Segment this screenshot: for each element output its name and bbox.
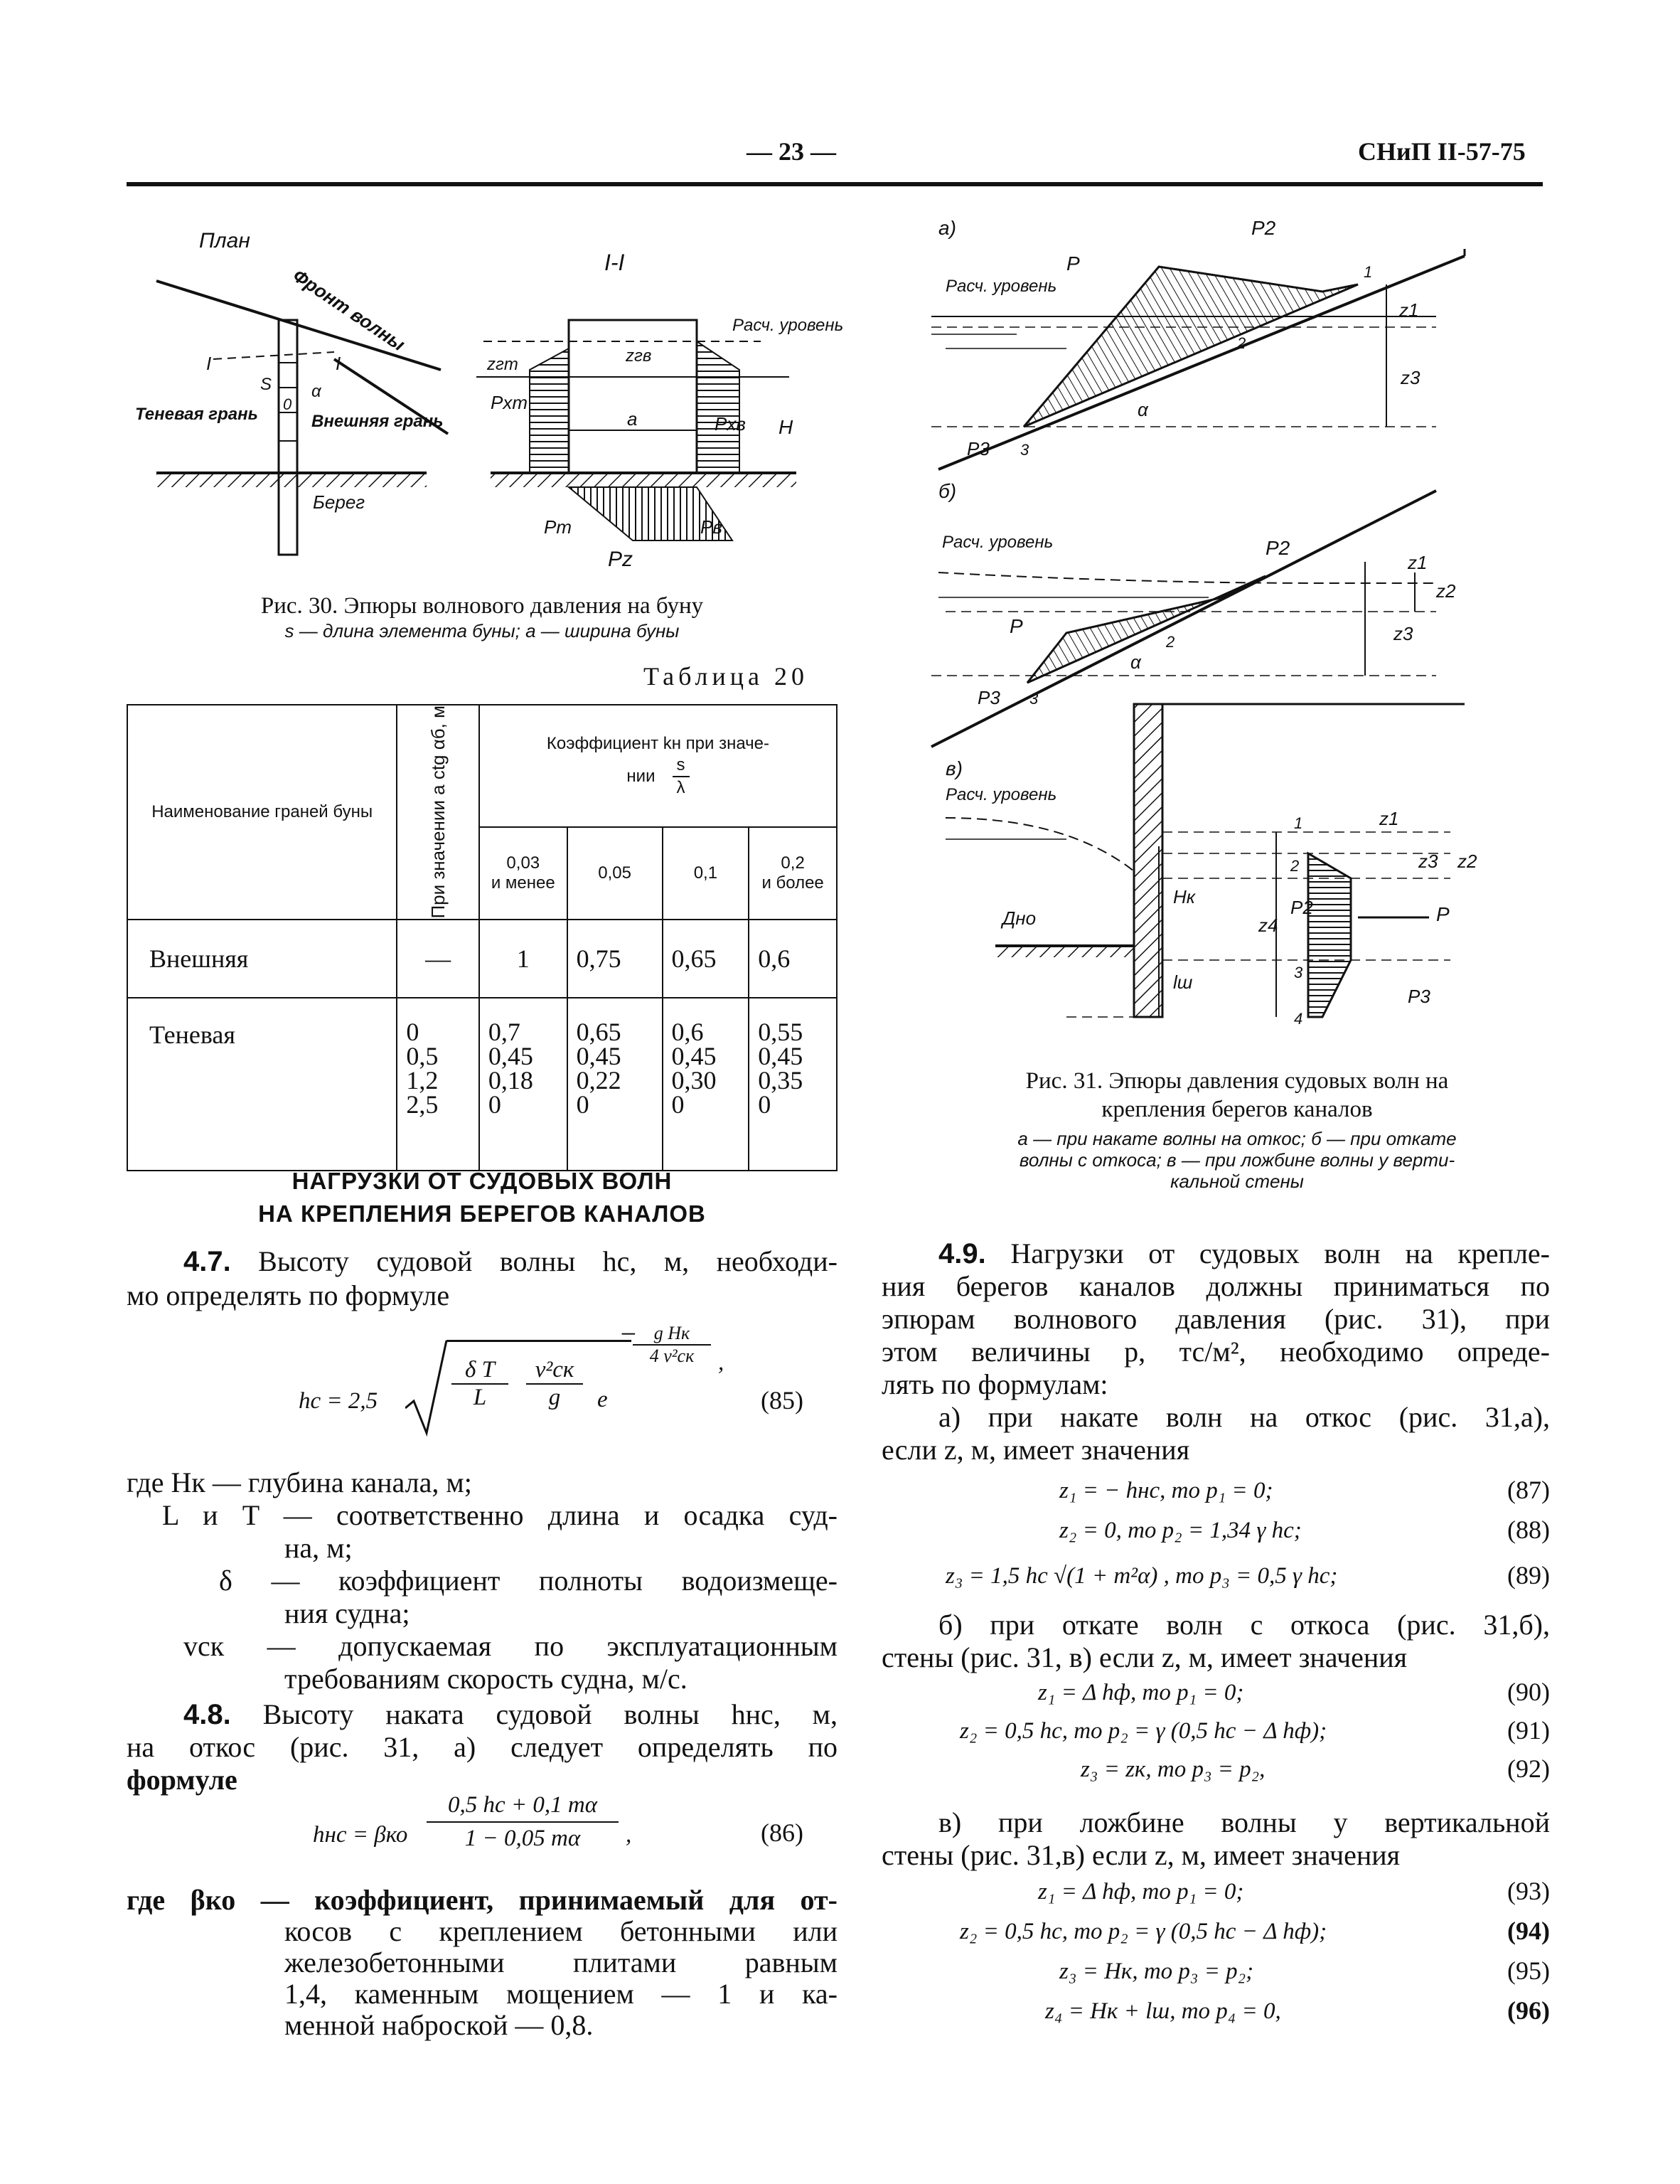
table-subcol-2: 0,05: [567, 827, 663, 920]
paragraph-4-8: 4.8. Высоту наката судовой волны hнс, м, на откос (рис. 31, a) следует определять по формуле: [127, 1698, 838, 1796]
fig30-a-label: a: [627, 408, 638, 430]
section-heading: НАГРУЗКИ ОТ СУДОВЫХ ВОЛН НА КРЕПЛЕНИЯ БЕРЕГОВ КАНАЛОВ: [258, 1168, 706, 1227]
fig31-v-z4: z4: [1258, 915, 1278, 936]
fig31-v-label: в): [946, 757, 963, 779]
where-list-85: где Hк — глубина канала, м; L и T — соответственно длина и осадка суд- на, м; δ — коэффициент полноты водоизмеще- ния судна; vск — допускаемая по эксплуатационным требованиям скорость судна, м/с.: [127, 1466, 838, 1695]
table-cell: 0,6: [749, 920, 837, 998]
fig31-b-label: б): [938, 480, 957, 502]
fig31-a-alpha: α: [1138, 399, 1148, 420]
fig31-v-lsh: lш: [1173, 971, 1193, 993]
fig31-v-z3: z3: [1418, 851, 1438, 872]
fig31-a-z3: z3: [1401, 367, 1420, 388]
fig30-plan-label: План: [199, 229, 250, 252]
table-cell: —: [397, 920, 479, 998]
fig30-section-label: I-I: [604, 250, 625, 275]
fig30-h-label: H: [779, 416, 793, 438]
fig31-v-z1: z1: [1379, 808, 1399, 829]
table-20: [127, 704, 838, 1171]
fig31-subcaption: a — при накате волны на откос; б — при откате волны с откоса; в — при ложбине волны у верти- кальной стены: [1017, 1128, 1457, 1192]
table-cell: Внешняя: [127, 920, 397, 998]
fig30-zgv-label: zгв: [626, 346, 652, 366]
fig31-v-z2: z2: [1457, 851, 1477, 872]
fig30-I-right: I: [336, 353, 341, 374]
fig31-b-n2: 2: [1166, 633, 1175, 651]
table-cell: 0,65 0,45 0,22 0: [567, 998, 663, 1171]
fig31-a-label: a): [938, 217, 956, 239]
document-code: СНиП II-57-75: [1358, 137, 1526, 166]
fig30-zgt-label: zгт: [487, 355, 518, 374]
fig30-subcaption: s — длина элемента буны; a — ширина буны: [284, 620, 680, 641]
page-number: — 23 —: [747, 137, 836, 166]
fig30-alpha-label: α: [311, 382, 321, 401]
fig31-a-level: Расч. уровень: [946, 277, 1057, 296]
fig30-level-label: Расч. уровень: [732, 316, 844, 335]
where-list-86: где βко — коэффициент, принимаемый для от- косов с креплением бетонными или железобетонными плитами равным 1,4, каменным мощением — 1 и ка- менной наброской — 0,8.: [127, 1884, 838, 2041]
table-cell: 0,55 0,45 0,35 0: [749, 998, 837, 1171]
equations-case-a: z₁ = − hнс, то p₁ = 0; (87) z₂ = 0, то p₂ = 1,34 γ hс; (88) z₃ = 1,5 hс √(1 + m²α) , то p₃ = 0,5 γ hс; (89): [946, 1476, 1550, 1589]
equation-85: hс = 2,5 δ T L v²ск g e − g Hк 4 v²ск , (85): [299, 1323, 839, 1465]
table-cell: 0,65: [663, 920, 749, 998]
equations-case-b: z₁ = Δ hф, то p₁ = 0; (90) z₂ = 0,5 hс, то p₂ = γ (0,5 hс − Δ hф); (91) z₃ = zк, то p₃ = p₂, (92): [960, 1678, 1550, 1783]
paragraph-4-9: 4.9. Нагрузки от судовых волн на крепле- ния берегов каналов должны приниматься по эпюрам волнового давления (рис. 31), при этом величины p, тс/м², необходимо опреде- лять по формулам: а) при накате волн на откос (рис. 31,a), если z, м, имеет значения: [882, 1237, 1550, 1466]
fig31-v-n3: 3: [1294, 964, 1303, 981]
fig30-front-label: Фронт волны: [289, 265, 410, 356]
fig31-v-n1: 1: [1294, 814, 1303, 832]
figure-31: [924, 213, 1550, 1053]
fig31-v-P: P: [1436, 903, 1450, 925]
fig30-pz-label: Pz: [608, 548, 633, 571]
fig31-b-z2: z2: [1436, 580, 1456, 602]
fig31-a-P: P: [1066, 252, 1080, 275]
case-b-text: б) при откате волн с откоса (рис. 31,б), стены (рис. 31, в) если z, м, имеет значения: [882, 1609, 1550, 1673]
fig30-pv-label: Pв: [700, 516, 722, 538]
fig31-v-n4: 4: [1294, 1010, 1303, 1028]
table-cell: 0,7 0,45 0,18 0: [479, 998, 567, 1171]
fig31-v-bottom: Дно: [1002, 907, 1037, 929]
equation-86: hнс = βко 0,5 hс + 0,1 mα 1 − 0,05 mα , (86): [313, 1792, 803, 1851]
table-row: [127, 998, 837, 1171]
fig31-b-z1: z1: [1408, 552, 1428, 573]
fig31-v-n2: 2: [1290, 857, 1300, 875]
table-subcol-3: 0,1: [663, 827, 749, 920]
fig31-a-P2: P2: [1251, 217, 1276, 239]
fig30-shore-label: Берег: [313, 491, 365, 513]
fig30-pt-label: Pт: [544, 516, 572, 538]
fig30-outer-label: Внешняя грань: [311, 412, 444, 431]
fig31-b-level: Расч. уровень: [942, 533, 1054, 552]
figure-30: [121, 228, 844, 571]
fig31-b-P2: P2: [1266, 537, 1290, 559]
fig31-v-P2: P2: [1290, 897, 1313, 918]
table-col-actg-header: При значении a ctg αб, м: [397, 705, 479, 920]
fig31-b-z3: z3: [1393, 623, 1413, 644]
table-col-face-header: Наименование граней буны: [127, 705, 397, 920]
table-subcol-4: 0,2 и более: [749, 827, 837, 920]
fig31-a-z1: z1: [1399, 299, 1419, 321]
case-v-text: в) при ложбине волны у вертикальной стены (рис. 31,в) если z, м, имеет значения: [882, 1806, 1550, 1871]
table-cell: 0,6 0,45 0,30 0: [663, 998, 749, 1171]
fig31-b-P3: P3: [978, 687, 1000, 708]
fig31-a-n1: 1: [1364, 263, 1373, 281]
fig31-caption: Рис. 31. Эпюры давления судовых волн на крепления берегов каналов: [1025, 1068, 1449, 1122]
fig31-a-P3: P3: [967, 438, 990, 459]
fig31-b-n3: 3: [1029, 690, 1039, 708]
header-rule: [127, 182, 1543, 186]
table-coef-header: Коэффициент kн при значе- нии s λ: [479, 705, 837, 827]
fig31-b-alpha: α: [1130, 651, 1141, 673]
fig30-s-label: S: [260, 375, 272, 394]
fig30-I-left: I: [206, 353, 212, 374]
fig31-v-level: Расч. уровень: [946, 785, 1057, 804]
fig31-v-P3: P3: [1408, 986, 1430, 1007]
fig31-a-n3: 3: [1020, 441, 1029, 459]
fig31-a-n2: 2: [1237, 334, 1246, 352]
fig31-b-P: P: [1010, 615, 1023, 637]
fig30-pxt-label: Pхт: [491, 392, 528, 413]
table-cell: Теневая: [127, 998, 397, 1171]
table-subcol-1: 0,03 и менее: [479, 827, 567, 920]
fig30-o-label: 0: [283, 395, 292, 413]
table-20-title: Таблица 20: [643, 662, 808, 691]
paragraph-4-7: 4.7. Высоту судовой волны hс, м, необходи- мо определять по формуле: [127, 1245, 838, 1311]
table-cell: 0,75: [567, 920, 663, 998]
table-row: [127, 920, 837, 998]
fig30-caption: Рис. 30. Эпюры волнового давления на буну: [260, 593, 704, 619]
table-cell: 1: [479, 920, 567, 998]
fig30-shadow-label: Теневая грань: [135, 405, 258, 424]
fig30-pxv-label: Pхв: [715, 413, 746, 435]
table-cell: 0 0,5 1,2 2,5: [397, 998, 479, 1171]
equations-case-v: z₁ = Δ hф, то p₁ = 0; (93) z₂ = 0,5 hс, то p₂ = γ (0,5 hс − Δ hф); (94) z₃ = Hк, то p₃ = p₂; (95) z₄ = Hк + lш, то p₄ = 0, (96): [960, 1877, 1550, 2025]
fig31-v-Hk: Hк: [1173, 886, 1196, 907]
